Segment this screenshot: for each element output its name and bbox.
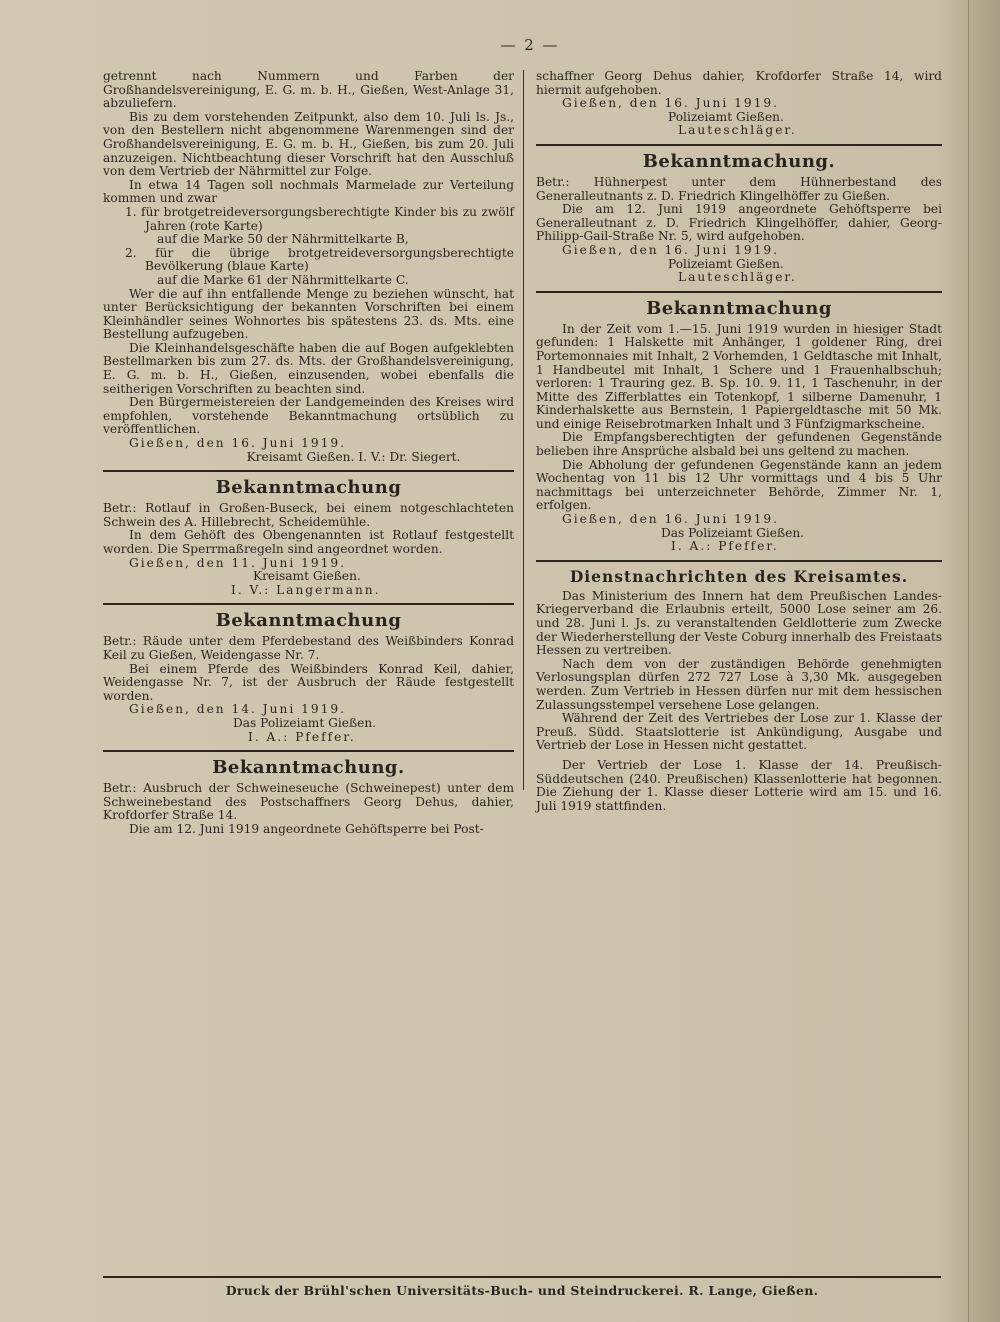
date-line: Gießen, den 14. Juni 1919. <box>129 702 347 717</box>
signature: I. V.: Langermann. <box>231 582 381 597</box>
notice-heading: Bekanntmachung <box>646 297 832 319</box>
notice-subject: Betr.: Ausbruch der Schweineseuche (Schweinepest) unter dem Schweinebestand des Postschaffners Georg Dehus, dahier, Krofdorfer Straße 14. <box>103 781 514 823</box>
paragraph: In der Zeit vom 1.—15. Juni 1919 wurden in hiesiger Stadt gefunden: 1 Halskette mit Anhänger, 1 goldener Ring, drei Portemonnaies mit Inhalt, 2 Vorhemden, 1 Geldtasche mit Inhalt, 1 Handbeutel mit Inhalt, 1 Schere und 1 Frauenhalbschuh; verloren: 1 Trauring gez. B. Sp. 10. 9. 11, 1 Taschenuhr, in der Mitte des Zifferblattes ein Totenkopf, 1 silberne Damenuhr, 1 Kinderhalskette aus Bernstein, 1 Papiergeldtasche mit 50 Mk. und einige Reisebrotmarken Inhalt und 3 Fünfzigmarkscheine. <box>536 321 942 431</box>
paragraph: Den Bürgermeistereien der Landgemeinden des Kreises wird empfohlen, vorstehende Bekanntmachung ortsüblich zu veröffentlichen. <box>103 395 514 437</box>
paragraph: Nach dem von der zuständigen Behörde genehmigten Verlosungsplan dürfen 272 727 Lose à 3,30 Mk. ausgegeben werden. Zum Vertrieb in Hessen dürfen nur mit dem hessischen Zulassungsstempel versehene Lose gelangen. <box>536 656 942 712</box>
paragraph: getrennt nach Nummern und Farben der Großhandelsvereinigung, E. G. m. b. H., Gießen, West-Anlage 31, abzuliefern. <box>103 69 514 111</box>
page-number: — 2 — <box>500 36 560 54</box>
paragraph: Bis zu dem vorstehenden Zeitpunkt, also dem 10. Juli ls. Js., von den Bestellern nicht abgenommene Warenmengen sind der Großhandelsvereinigung, E. G. m. b. H., Gießen, bis zum 20. Juli anzuzeigen. Nichtbeachtung dieser Vorschrift hat den Ausschluß von dem Vertrieb der Nährmittel zur Folge. <box>103 109 514 179</box>
signature: Das Polizeiamt Gießen. <box>233 715 377 730</box>
section-rule <box>536 144 942 146</box>
printer-imprint: Druck der Brühl'schen Universitäts-Buch- und Steindruckerei. R. Lange, Gießen. <box>225 1283 819 1298</box>
paragraph: Wer die auf ihn entfallende Menge zu beziehen wünscht, hat unter Berücksichtigung der bekannten Vorschriften bei einem Kleinhändler seines Wohnortes bis spätestens 23. ds. Mts. eine Bestellung aufzugeben. <box>103 286 514 342</box>
signature: I. A.: Pfeffer. <box>671 539 779 554</box>
paragraph: Während der Zeit des Vertriebes der Lose zur 1. Klasse der Preuß. Südd. Staatslotterie ist Ankündigung, Ausgabe und Vertrieb der Lose in Hessen nicht gestattet. <box>536 711 942 753</box>
section-rule <box>103 470 514 472</box>
paragraph: Das Ministerium des Innern hat dem Preußischen Landes-Kriegerverband die Erlaubnis erteilt, 5000 Lose seiner am 26. und 28. Juni l. Js. zu veranstaltenden Geldlotterie zum Zwecke der Wiederherstellung der Veste Coburg innerhalb des Freistaats Hessen zu vertreiben. <box>536 588 942 658</box>
paragraph: In etwa 14 Tagen soll nochmals Marmelade zur Verteilung kommen und zwar <box>103 177 514 206</box>
paragraph: Die am 12. Juni 1919 angeordnete Gehöftsperre bei Generalleutnant z. D. Friedrich Klingelhöffer, dahier, Georg-Philipp-Gail-Straße Nr. 5, wird aufgehoben. <box>536 202 942 244</box>
date-line: Gießen, den 16. Juni 1919. <box>562 242 780 257</box>
section-rule <box>536 291 942 293</box>
paragraph: schaffner Georg Dehus dahier, Krofdorfer Straße 14, wird hiermit aufgehoben. <box>536 69 942 97</box>
paragraph: Die Kleinhandelsgeschäfte haben die auf Bogen aufgeklebten Bestellmarken bis zum 27. ds. Mts. der Großhandelsvereinigung, E. G. m. b. H., Gießen, einzusenden, wobei ebenfalls die seitherigen Vorschriften zu beachten sind. <box>103 340 514 396</box>
section-rule <box>103 603 514 605</box>
signature: Kreisamt Gießen. <box>253 569 361 584</box>
notice-subject: Betr.: Räude unter dem Pferdebestand des Weißbinders Konrad Keil zu Gießen, Weidengasse Nr. 7. <box>103 634 514 662</box>
signature: Polizeiamt Gießen. <box>668 109 784 124</box>
list-item-detail: auf die Marke 61 der Nährmittelkarte C. <box>157 272 409 287</box>
signature: Polizeiamt Gießen. <box>668 256 784 271</box>
notice-heading: Bekanntmachung. <box>212 757 405 779</box>
date-line: Gießen, den 11. Juni 1919. <box>129 555 347 570</box>
date-line: Gießen, den 16. Juni 1919. <box>562 96 780 111</box>
paragraph: Der Vertrieb der Lose 1. Klasse der 14. Preußisch-Süddeutschen (240. Preußischen) Klassenlotterie hat begonnen. Die Ziehung der 1. Klasse dieser Lotterie wird am 15. und 16. Juli 1919 stattfinden. <box>536 757 942 813</box>
section-rule <box>103 750 514 752</box>
notice-subject: Betr.: Hühnerpest unter dem Hühnerbestand des Generalleutnants z. D. Friedrich Klingelhöffer zu Gießen. <box>536 174 942 203</box>
signature: Lauteschläger. <box>678 270 797 285</box>
list-item-detail: auf die Marke 50 der Nährmittelkarte B, <box>157 232 409 247</box>
signature: Lauteschläger. <box>678 123 797 138</box>
notice-heading: Bekanntmachung <box>215 477 402 499</box>
paragraph: Die am 12. Juni 1919 angeordnete Gehöftsperre bei Post- <box>129 821 484 836</box>
paragraph: In dem Gehöft des Obengenannten ist Rotlauf festgestellt worden. Die Sperrmaßregeln sind angeordnet worden. <box>103 528 514 556</box>
right-column <box>536 70 942 813</box>
signature: Kreisamt Gießen. I. V.: Dr. Siegert. <box>246 449 461 464</box>
date-line: Gießen, den 16. Juni 1919. <box>562 512 780 527</box>
left-column <box>103 70 514 837</box>
list-item: 1. für brotgetreideversorgungsberechtigte Kinder bis zu zwölf Jahren (rote Karte) <box>125 204 514 233</box>
notice-heading: Bekanntmachung. <box>642 150 836 172</box>
list-item: 2. für die übrige brotgetreideversorgungsberechtigte Bevölkerung (blaue Karte) <box>125 245 514 274</box>
footer-rule <box>103 1276 941 1278</box>
signature: Das Polizeiamt Gießen. <box>661 525 805 540</box>
section-rule <box>536 560 942 562</box>
notice-subject: Betr.: Rotlauf in Großen-Buseck, bei einem notgeschlachteten Schwein des A. Hillebrecht, Scheidemühle. <box>103 501 514 529</box>
signature: I. A.: Pfeffer. <box>248 729 356 744</box>
notice-heading: Bekanntmachung <box>215 610 402 632</box>
page-edge <box>968 0 969 1322</box>
paragraph: Die Empfangsberechtigten der gefundenen Gegenstände belieben ihre Ansprüche alsbald bei uns geltend zu machen. <box>536 430 942 459</box>
section-heading: Dienstnachrichten des Kreisamtes. <box>569 566 909 586</box>
column-divider <box>523 70 524 790</box>
date-line: Gießen, den 16. Juni 1919. <box>129 436 347 451</box>
paragraph: Bei einem Pferde des Weißbinders Konrad Keil, dahier, Weidengasse Nr. 7, ist der Ausbruch der Räude festgestellt worden. <box>103 661 514 703</box>
paragraph: Die Abholung der gefundenen Gegenstände kann an jedem Wochentag von 11 bis 12 Uhr vormittags und 4 bis 5 Uhr nachmittags bei unterzeichneter Behörde, Zimmer Nr. 1, erfolgen. <box>536 457 942 513</box>
